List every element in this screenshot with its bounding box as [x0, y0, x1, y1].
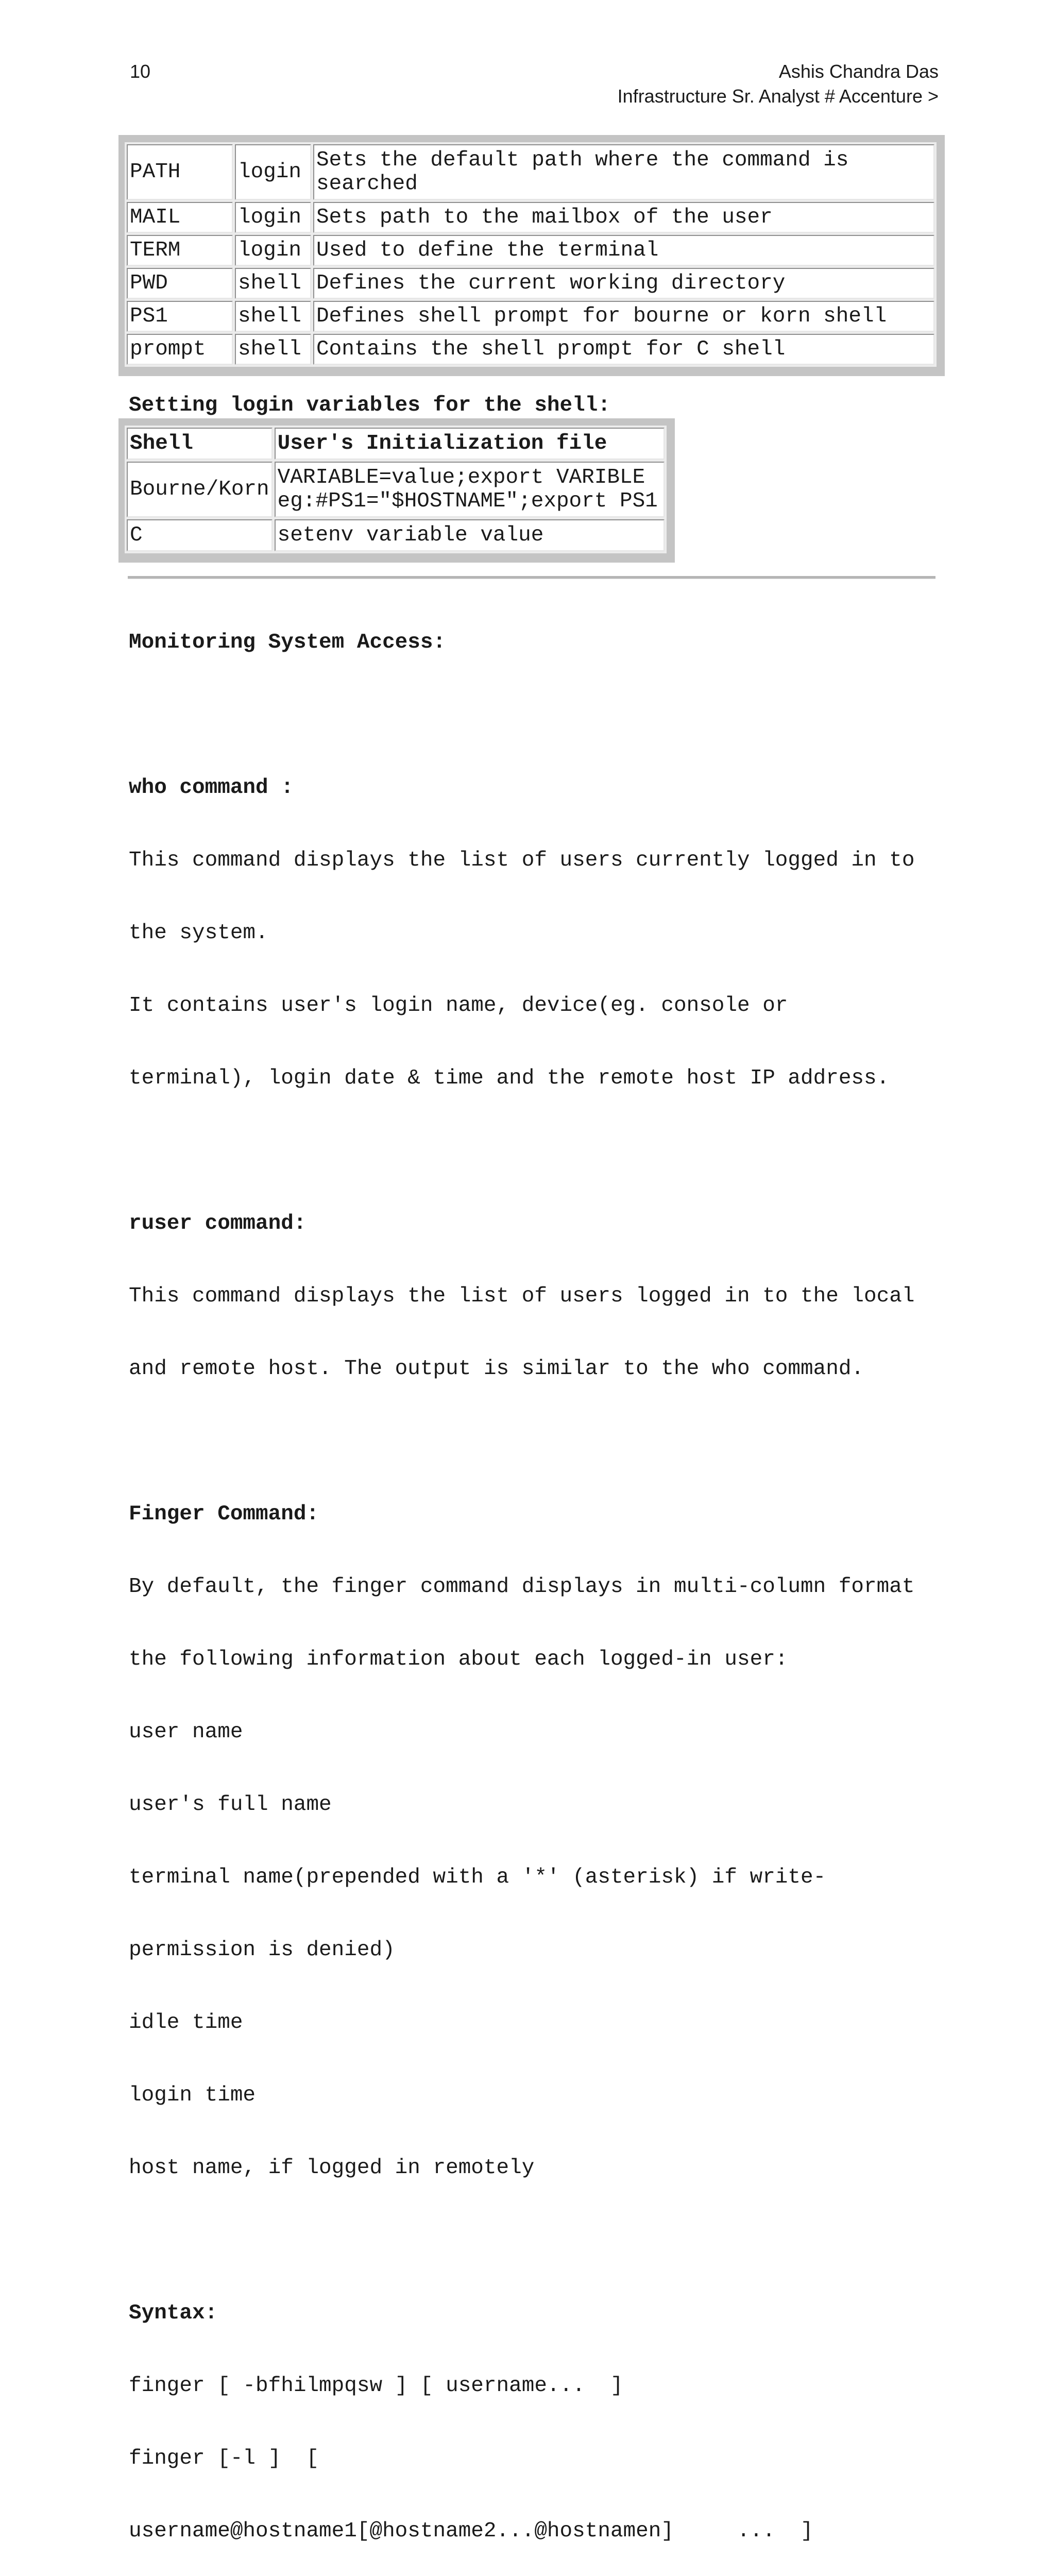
description-line: searched [316, 172, 418, 196]
who-command-heading: who command : [129, 776, 294, 800]
paragraph-line: This command displays the list of users logged in to the local [129, 1284, 915, 1308]
table-row [127, 334, 934, 365]
section-heading: Monitoring System Access: [129, 631, 446, 654]
variable-cell: TERM [127, 235, 233, 266]
set-by-cell: shell [235, 268, 311, 299]
set-by-cell: shell [235, 301, 311, 332]
description-line: Sets the default path where the command is [316, 148, 849, 172]
table-row [127, 144, 934, 200]
description-cell: Sets path to the mailbox of the user [313, 202, 934, 233]
login-variables-table [125, 426, 667, 553]
paragraph-line: terminal), login date & time and the remote host IP address. [129, 1066, 890, 1090]
paragraph-line: user name [129, 1720, 243, 1744]
monitoring-section [129, 582, 943, 2576]
shell-cell: Bourne/Korn [127, 462, 273, 517]
table-row [127, 202, 934, 233]
column-header-init-file: User's Initialization file [275, 428, 665, 460]
env-vars-table [125, 142, 937, 367]
column-header-shell: Shell [127, 428, 273, 460]
finger-command-heading: Finger Command: [129, 1502, 319, 1526]
set-by-cell: login [235, 235, 311, 266]
table-row [127, 462, 665, 517]
table-row [127, 268, 934, 299]
description-cell: Contains the shell prompt for C shell [313, 334, 934, 365]
paragraph-line: permission is denied) [129, 1938, 395, 1962]
description-cell [313, 144, 934, 200]
syntax-line: finger [ -bfhilmpqsw ] [ username... ] [129, 2374, 623, 2398]
variable-cell: PS1 [127, 301, 233, 332]
paragraph-line: user's full name [129, 1793, 332, 1817]
paragraph-line: By default, the finger command displays in multi-column format [129, 1575, 915, 1599]
table-row [127, 235, 934, 266]
ruser-command-heading: ruser command: [129, 1212, 307, 1235]
author-role: Infrastructure Sr. Analyst # Accenture > [617, 86, 939, 107]
variable-cell: PWD [127, 268, 233, 299]
table-row [127, 519, 665, 551]
section-divider [128, 576, 935, 579]
paragraph-line: It contains user's login name, device(eg. console or [129, 994, 788, 1018]
env-vars-table-frame [118, 135, 945, 376]
description-cell: Defines the current working directory [313, 268, 934, 299]
paragraph-line: the system. [129, 921, 268, 945]
description-cell: Used to define the terminal [313, 235, 934, 266]
paragraph-line: and remote host. The output is similar to the who command. [129, 1357, 864, 1381]
paragraph-line: login time [129, 2083, 256, 2107]
syntax-line: finger [-l ] [ [129, 2447, 319, 2470]
shell-cell: C [127, 519, 273, 551]
init-file-cell [275, 462, 665, 517]
paragraph-line: This command displays the list of users currently logged in to [129, 849, 915, 872]
syntax-heading: Syntax: [129, 2301, 218, 2325]
login-variables-table-frame [118, 418, 675, 563]
paragraph-line: host name, if logged in remotely [129, 2156, 535, 2180]
set-by-cell: login [235, 144, 311, 200]
init-file-line: eg:#PS1="$HOSTNAME";export PS1 [277, 489, 658, 513]
set-by-cell: shell [235, 334, 311, 365]
paragraph-line: terminal name(prepended with a '*' (asterisk) if write- [129, 1866, 826, 1889]
init-file-cell: setenv variable value [275, 519, 665, 551]
paragraph-line: the following information about each logged-in user: [129, 1648, 788, 1671]
init-file-line: VARIABLE=value;export VARIBLE [277, 466, 645, 489]
paragraph-line: idle time [129, 2011, 243, 2035]
description-cell: Defines shell prompt for bourne or korn shell [313, 301, 934, 332]
syntax-line: username@hostname1[@hostname2...@hostnamen] ... ] [129, 2519, 813, 2543]
author-name: Ashis Chandra Das [778, 61, 939, 82]
table-row [127, 301, 934, 332]
login-variables-heading: Setting login variables for the shell: [129, 394, 610, 417]
variable-cell: PATH [127, 144, 233, 200]
variable-cell: prompt [127, 334, 233, 365]
set-by-cell: login [235, 202, 311, 233]
variable-cell: MAIL [127, 202, 233, 233]
page-number: 10 [130, 61, 151, 82]
table-header-row [127, 428, 665, 460]
